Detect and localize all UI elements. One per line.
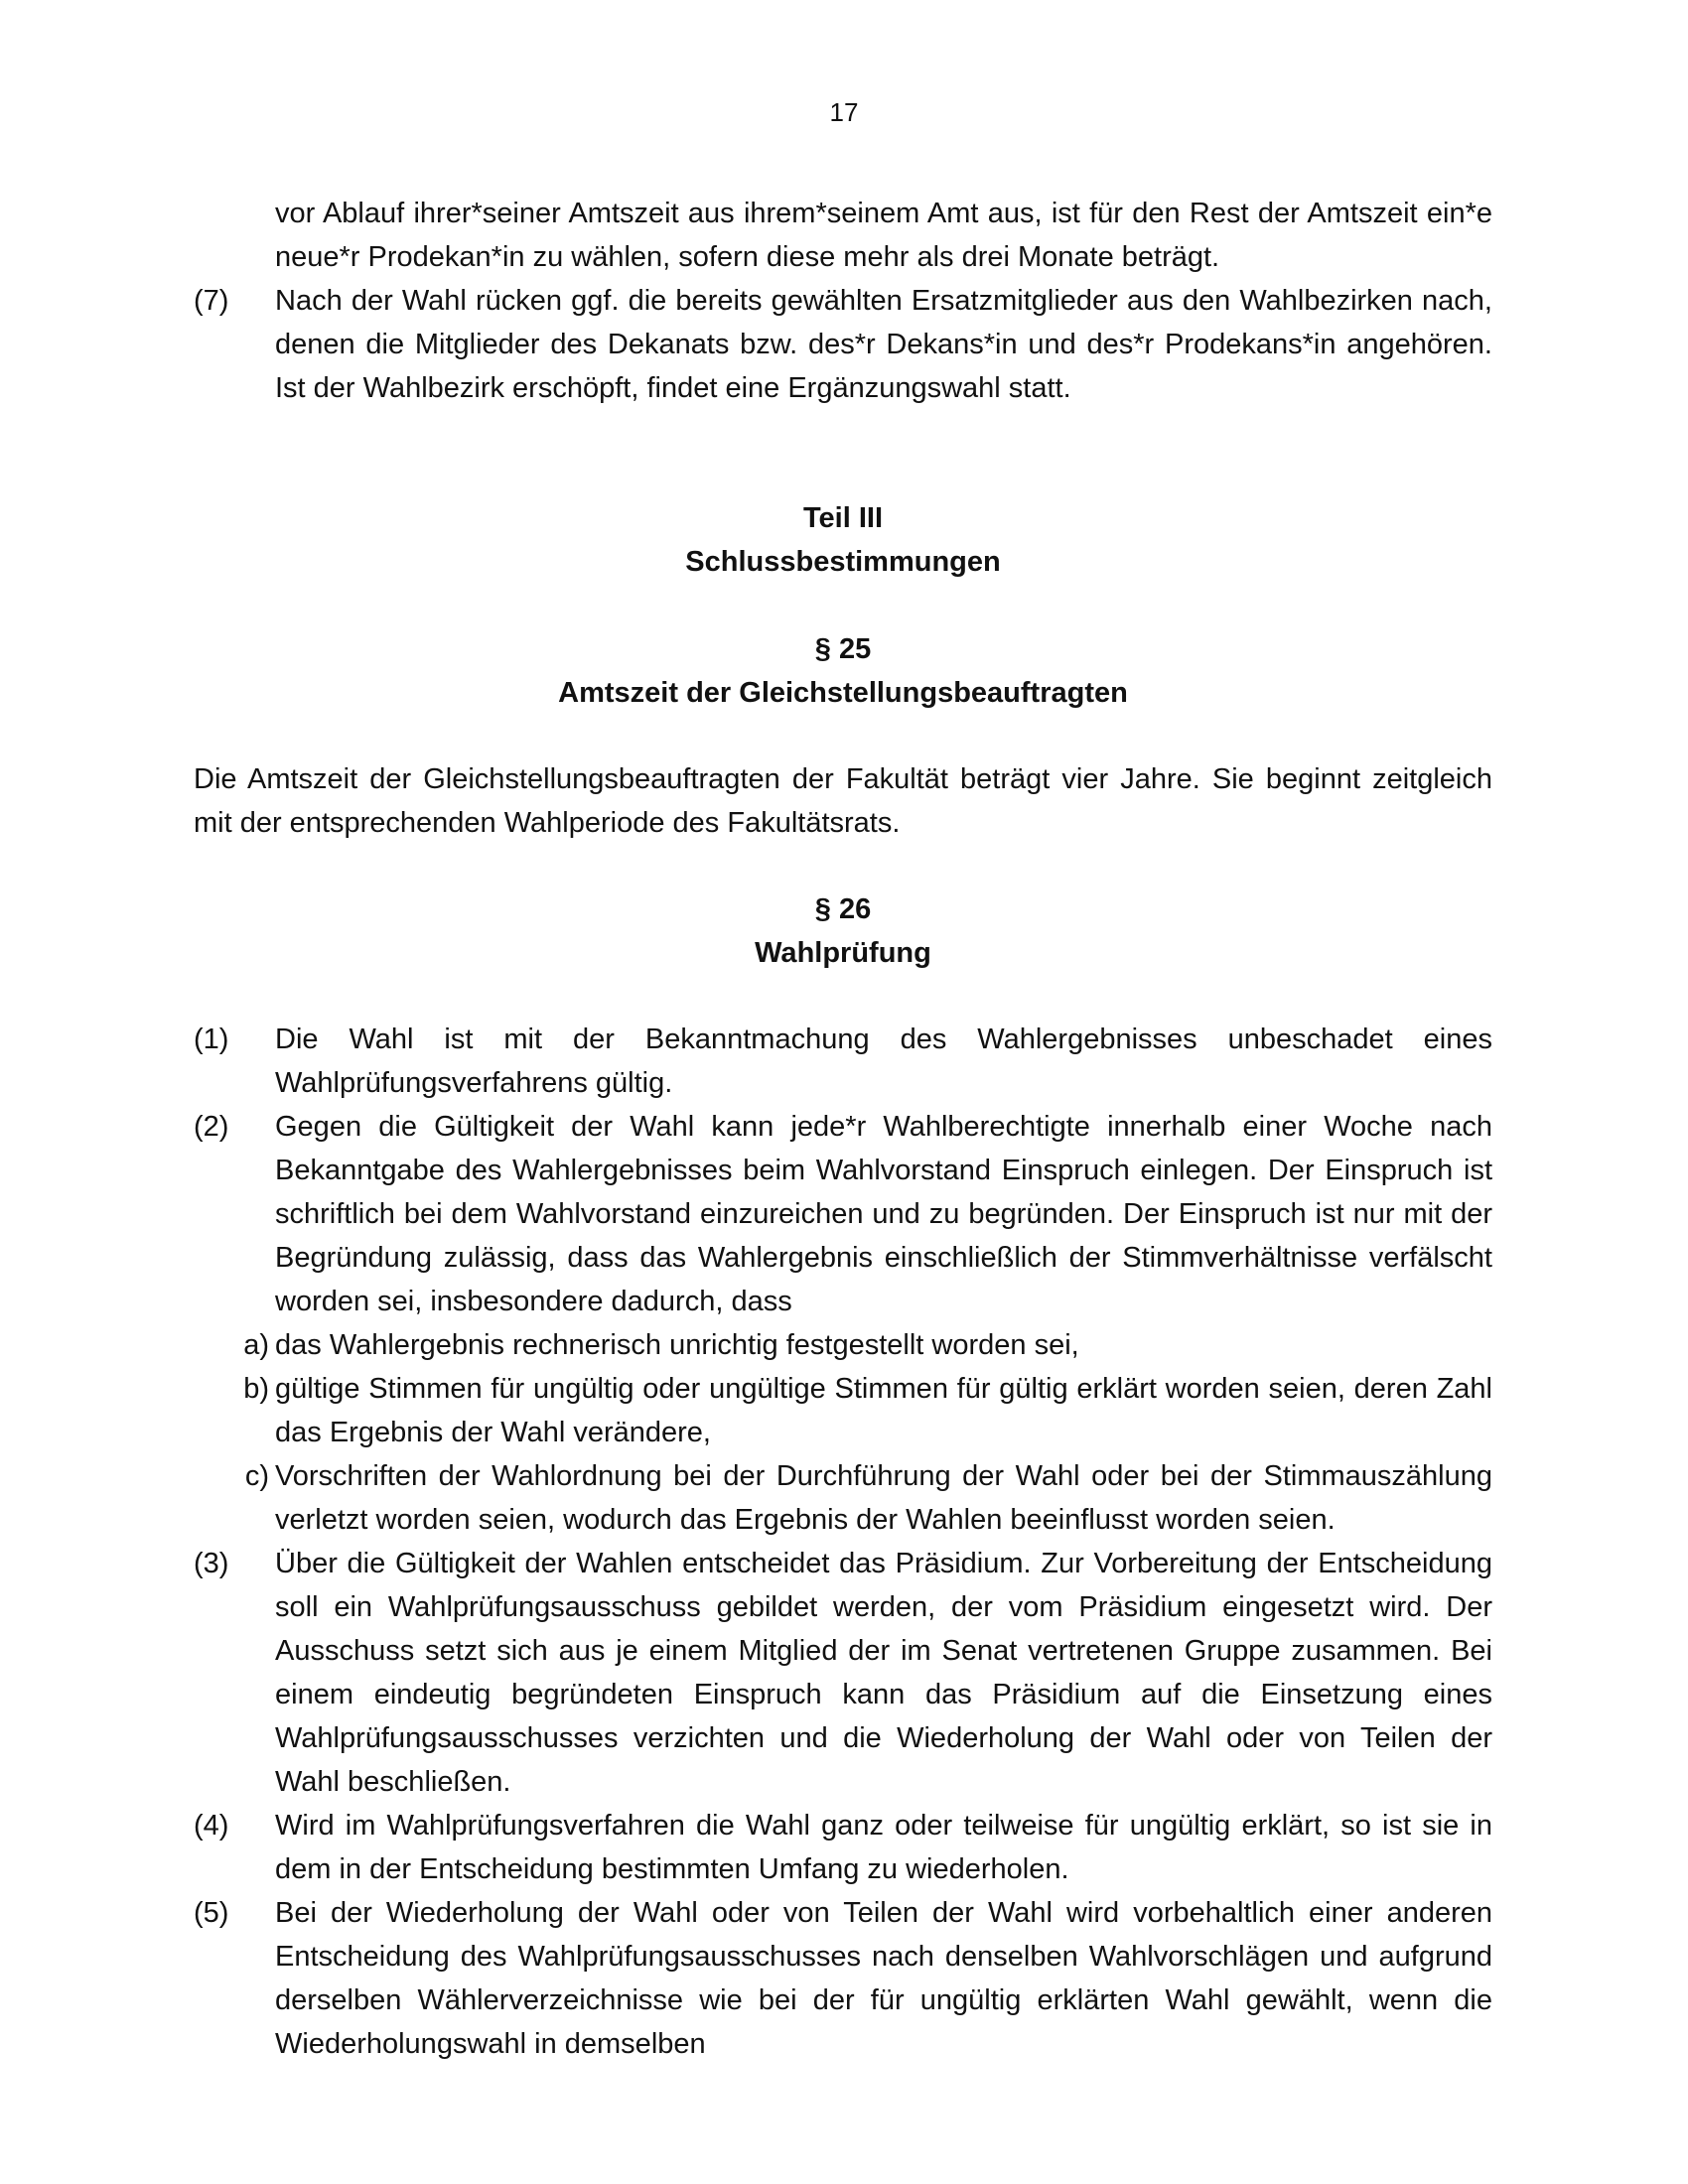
list-item bbox=[194, 279, 1492, 410]
sub-item bbox=[194, 1454, 1492, 1542]
item-number: (4) bbox=[194, 1810, 229, 1842]
item-number: (3) bbox=[194, 1548, 229, 1579]
part-title: Teil III bbox=[802, 502, 884, 534]
page-content bbox=[194, 192, 1492, 2066]
section-number: § 25 bbox=[814, 633, 872, 665]
item-text: Gegen die Gültigkeit der Wahl kann jede*r Wahlberechtigte innerhalb einer Woche nach Bekanntgabe des Wahlergebnisses beim Wahlvorstand Einspruch einlegen. Der Einspruch ist schriftlich bei dem Wahlvorstand einzureichen und zu begründen. Der Einspruch ist nur mit der Begründung zulässig, dass das Wahlergebnis einschließlich der Stimmverhältnisse verfälscht worden sei, insbesondere dadurch, dass bbox=[275, 1111, 1492, 1317]
sub-item-text: das Wahlergebnis rechnerisch unrichtig festgestellt worden sei, bbox=[275, 1329, 1079, 1361]
item-text: Wird im Wahlprüfungsverfahren die Wahl ganz oder teilweise für ungültig erklärt, so ist sie in dem in der Entscheidung bestimmten Umfang zu wiederholen. bbox=[275, 1810, 1492, 1885]
item-text: Die Wahl ist mit der Bekanntmachung des Wahlergebnisses unbeschadet eines Wahlprüfungsverfahrens gültig. bbox=[275, 1024, 1492, 1099]
sub-item bbox=[194, 1323, 1492, 1367]
page-number: 17 bbox=[829, 97, 859, 127]
sub-item-label: c) bbox=[244, 1460, 269, 1492]
sub-item-text: Vorschriften der Wahlordnung bei der Durchführung der Wahl oder bei der Stimmauszählung verletzt worden seien, wodurch das Ergebnis der Wahlen beeinflusst worden seien. bbox=[275, 1460, 1492, 1536]
section-paragraph: Die Amtszeit der Gleichstellungsbeauftragten der Fakultät beträgt vier Jahre. Sie beginnt zeitgleich mit der entsprechenden Wahlperiode des Fakultätsrats. bbox=[194, 763, 1492, 839]
item-text: Über die Gültigkeit der Wahlen entscheidet das Präsidium. Zur Vorbereitung der Entscheidung soll ein Wahlprüfungsausschuss gebildet werden, der vom Präsidium eingesetzt wird. Der Ausschuss setzt sich aus je einem Mitglied der im Senat vertretenen Gruppe zusammen. Bei einem eindeutig begründeten Einspruch kann das Präsidium auf die Einsetzung eines Wahlprüfungsausschusses verzichten und die Wiederholung der Wahl oder von Teilen der Wahl beschließen. bbox=[275, 1548, 1492, 1798]
section-title: Amtszeit der Gleichstellungsbeauftragten bbox=[558, 677, 1128, 709]
list-item bbox=[194, 1804, 1492, 1891]
part-subtitle: Schlussbestimmungen bbox=[685, 546, 1001, 578]
list-item bbox=[194, 1018, 1492, 1105]
item-text: Bei der Wiederholung der Wahl oder von Teilen der Wahl wird vorbehaltlich einer anderen Entscheidung des Wahlprüfungsausschusses nach denselben Wahlvorschlägen und aufgrund derselben Wählerverzeichnisse wie bei der für ungültig erklärten Wahl gewählt, wenn die Wiederholungswahl in demselben bbox=[275, 1897, 1492, 2060]
sub-item-text: gültige Stimmen für ungültig oder ungültige Stimmen für gültig erklärt worden seien, deren Zahl das Ergebnis der Wahl verändere, bbox=[275, 1373, 1492, 1448]
list-item bbox=[194, 1105, 1492, 1323]
item-number: (7) bbox=[194, 285, 229, 317]
item-number: (5) bbox=[194, 1897, 229, 1929]
item-number: (2) bbox=[194, 1111, 229, 1143]
sub-item-label: a) bbox=[243, 1329, 269, 1361]
sub-item bbox=[194, 1367, 1492, 1454]
sub-item-label: b) bbox=[243, 1373, 269, 1405]
section-number: § 26 bbox=[814, 893, 872, 925]
section-title: Wahlprüfung bbox=[755, 937, 931, 969]
item-text: Nach der Wahl rücken ggf. die bereits gewählten Ersatzmitglieder aus den Wahlbezirken nach, denen die Mitglieder des Dekanats bzw. des*r Dekans*in und des*r Prodekans*in angehören. Ist der Wahlbezirk erschöpft, findet eine Ergänzungswahl statt. bbox=[275, 285, 1492, 404]
list-item bbox=[194, 1542, 1492, 1804]
continuation-paragraph: vor Ablauf ihrer*seiner Amtszeit aus ihrem*seinem Amt aus, ist für den Rest der Amtszeit ein*e neue*r Prodekan*in zu wählen, sofern diese mehr als drei Monate beträgt. bbox=[275, 198, 1492, 273]
list-item bbox=[194, 1891, 1492, 2066]
item-number: (1) bbox=[194, 1024, 229, 1055]
